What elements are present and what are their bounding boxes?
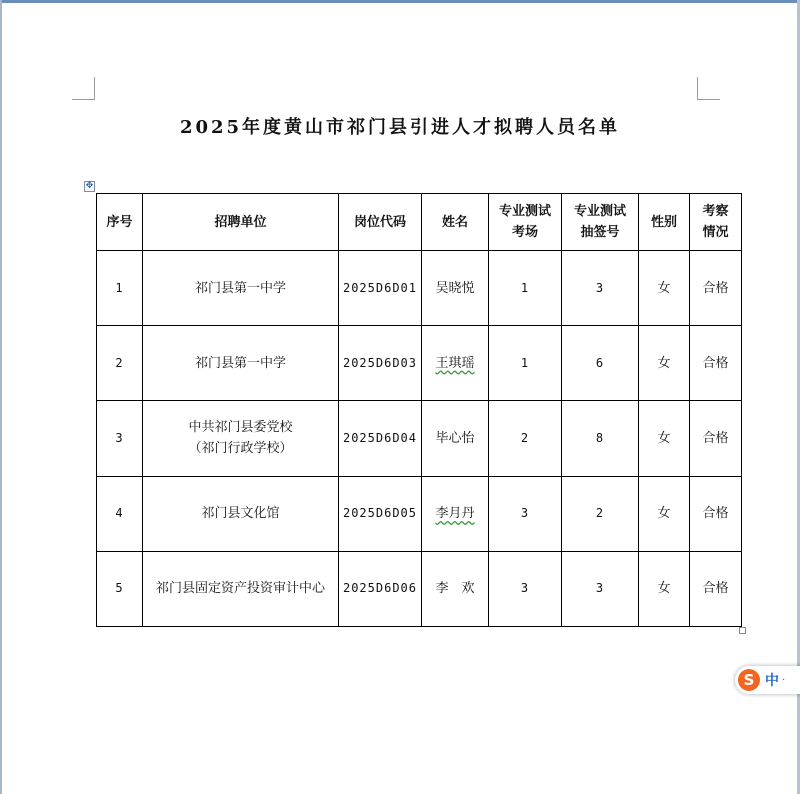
header-name: 姓名 — [422, 194, 489, 251]
cell-code: 2025D6D01 — [339, 251, 422, 326]
cell-name-text: 李月丹 — [435, 506, 475, 522]
crop-mark-top-right — [697, 77, 720, 100]
table-row — [97, 251, 742, 326]
cell-code: 2025D6D04 — [339, 401, 422, 476]
header-result-line2: 情况 — [702, 225, 729, 240]
cell-name: 毕心怡 — [422, 401, 489, 476]
cell-name — [422, 476, 489, 551]
sogou-ime-icon[interactable]: S — [738, 669, 760, 691]
document-title: 2025年度黄山市祁门县引进人才拟聘人员名单 — [179, 117, 621, 138]
table-move-handle-icon[interactable]: ✥ — [85, 181, 94, 191]
table-header-row — [97, 194, 742, 251]
header-draw — [562, 194, 639, 251]
cell-unit: 祁门县第一中学 — [143, 326, 339, 401]
cell-unit-line2: （祁门行政学校） — [188, 441, 293, 457]
cell-code: 2025D6D05 — [339, 476, 422, 551]
cell-draw: 6 — [562, 326, 639, 401]
window-top-border — [0, 0, 800, 3]
cell-name: 吴晓悦 — [422, 251, 489, 326]
table-resize-handle[interactable] — [739, 627, 746, 634]
cell-result: 合格 — [690, 476, 742, 551]
cell-result: 合格 — [690, 401, 742, 476]
cell-gender: 女 — [639, 326, 690, 401]
cell-unit: 祁门县固定资产投资审计中心 — [143, 551, 339, 626]
cell-venue: 1 — [489, 326, 562, 401]
cell-draw: 3 — [562, 251, 639, 326]
cell-name — [422, 326, 489, 401]
header-code: 岗位代码 — [339, 194, 422, 251]
ime-punctuation-toggle[interactable]: · — [782, 674, 786, 686]
cell-unit-line1: 中共祁门县委党校 — [188, 420, 293, 436]
table-row — [97, 326, 742, 401]
cell-unit: 祁门县第一中学 — [143, 251, 339, 326]
header-gender: 性别 — [639, 194, 690, 251]
cell-gender: 女 — [639, 251, 690, 326]
cell-venue: 3 — [489, 476, 562, 551]
table-row — [97, 401, 742, 476]
cell-venue: 2 — [489, 401, 562, 476]
header-venue-line2: 考场 — [511, 225, 538, 240]
cell-index: 3 — [97, 401, 143, 476]
cell-draw: 3 — [562, 551, 639, 626]
cell-venue: 3 — [489, 551, 562, 626]
header-venue-line1: 专业测试 — [498, 204, 551, 219]
header-index: 序号 — [97, 194, 143, 251]
table-row — [97, 476, 742, 551]
cell-venue: 1 — [489, 251, 562, 326]
cell-result: 合格 — [690, 551, 742, 626]
cell-code: 2025D6D06 — [339, 551, 422, 626]
cell-gender: 女 — [639, 476, 690, 551]
header-draw-line2: 抽签号 — [580, 225, 620, 240]
cell-unit — [143, 401, 339, 476]
cell-index: 1 — [97, 251, 143, 326]
cell-draw: 8 — [562, 401, 639, 476]
table-row — [97, 551, 742, 626]
header-venue — [489, 194, 562, 251]
candidate-table — [96, 193, 742, 627]
header-result-line1: 考察 — [702, 204, 729, 219]
cell-name: 李 欢 — [422, 551, 489, 626]
cell-index: 4 — [97, 476, 143, 551]
cell-index: 2 — [97, 326, 143, 401]
cell-code: 2025D6D03 — [339, 326, 422, 401]
cell-result: 合格 — [690, 326, 742, 401]
cell-gender: 女 — [639, 401, 690, 476]
crop-mark-top-left — [72, 77, 95, 100]
cell-index: 5 — [97, 551, 143, 626]
cell-gender: 女 — [639, 551, 690, 626]
cell-unit: 祁门县文化馆 — [143, 476, 339, 551]
cell-name-text: 王琪瑶 — [435, 355, 475, 371]
cell-draw: 2 — [562, 476, 639, 551]
ime-mode-toggle[interactable]: 中 — [765, 673, 779, 689]
header-result — [690, 194, 742, 251]
ime-toolbar[interactable] — [735, 666, 800, 694]
header-unit: 招聘单位 — [143, 194, 339, 251]
cell-result: 合格 — [690, 251, 742, 326]
header-draw-line1: 专业测试 — [573, 204, 626, 219]
